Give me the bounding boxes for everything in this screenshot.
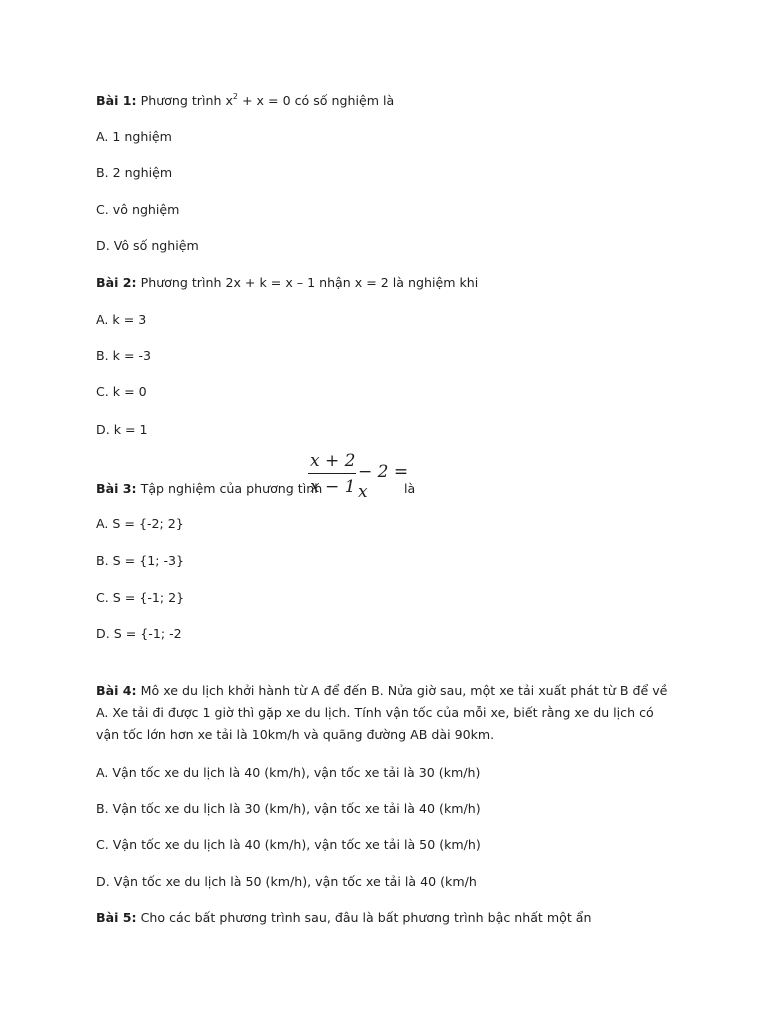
q1-option-c: C. vô nghiệm — [96, 202, 180, 217]
question-2-label: Bài 2: — [96, 275, 137, 290]
question-5-text: Cho các bất phương trình sau, đâu là bất phương trình bậc nhất một ẩn — [140, 910, 592, 925]
q4-option-a: A. Vận tốc xe du lịch là 40 (km/h), vận tốc xe tải là 30 (km/h) — [96, 765, 481, 780]
fraction-numerator: x + 2 — [310, 451, 356, 471]
question-5-label: Bài 5: — [96, 910, 137, 925]
q3-option-a: A. S = {-2; 2} — [96, 516, 184, 531]
q4-option-b: B. Vận tốc xe du lịch là 30 (km/h), vận tốc xe tải là 40 (km/h) — [96, 801, 481, 816]
exponent: 2 — [232, 92, 238, 101]
fraction-bar — [308, 473, 356, 474]
question-3-text: Tập nghiệm của phương tình — [140, 481, 323, 496]
q3-option-b: B. S = {1; -3} — [96, 553, 185, 568]
q1-option-d: D. Vô số nghiệm — [96, 238, 199, 253]
question-1-text: Phương trình x — [140, 93, 233, 108]
q4-option-c: C. Vận tốc xe du lịch là 40 (km/h), vận tốc xe tải là 50 (km/h) — [96, 837, 481, 852]
q2-option-c: C. k = 0 — [96, 384, 147, 399]
equation-rest: − 2 = x — [358, 462, 409, 502]
q1-option-b: B. 2 nghiệm — [96, 165, 173, 180]
question-2-text: Phương trình 2x + k = x – 1 nhận x = 2 là nghiệm khi — [140, 275, 479, 290]
q4-option-d: D. Vận tốc xe du lịch là 50 (km/h), vận tốc xe tải là 40 (km/h — [96, 874, 477, 889]
question-5 — [96, 907, 592, 929]
q2-option-a: A. k = 3 — [96, 312, 147, 327]
question-3-suffix: là — [404, 481, 416, 496]
question-1-text-end: + x = 0 có số nghiệm là — [238, 93, 395, 108]
fraction-denominator: x − 1 — [310, 477, 356, 497]
question-4 — [96, 680, 676, 746]
question-2 — [96, 272, 478, 294]
question-3-label: Bài 3: — [96, 481, 137, 496]
q1-option-a: A. 1 nghiệm — [96, 129, 172, 144]
question-4-label: Bài 4: — [96, 683, 137, 698]
question-1-label: Bài 1: — [96, 93, 137, 108]
question-3 — [96, 478, 322, 500]
question-4-text: Mô xe du lịch khởi hành từ A để đến B. Nửa giờ sau, một xe tải xuất phát từ B để về A. Xe tải đi được 1 giờ thì gặp xe du lịch. Tính vận tốc của mỗi xe, biết rằng xe du lịch có vận tốc lớn hơn xe tải là 10km/h và quãng đường AB dài 90km. — [96, 683, 668, 742]
question-1 — [96, 90, 394, 112]
fraction-equation — [306, 446, 416, 500]
q2-option-b: B. k = -3 — [96, 348, 152, 363]
q2-option-d: D. k = 1 — [96, 422, 148, 437]
q3-option-c: C. S = {-1; 2} — [96, 590, 185, 605]
q3-option-d: D. S = {-1; -2 — [96, 626, 182, 641]
